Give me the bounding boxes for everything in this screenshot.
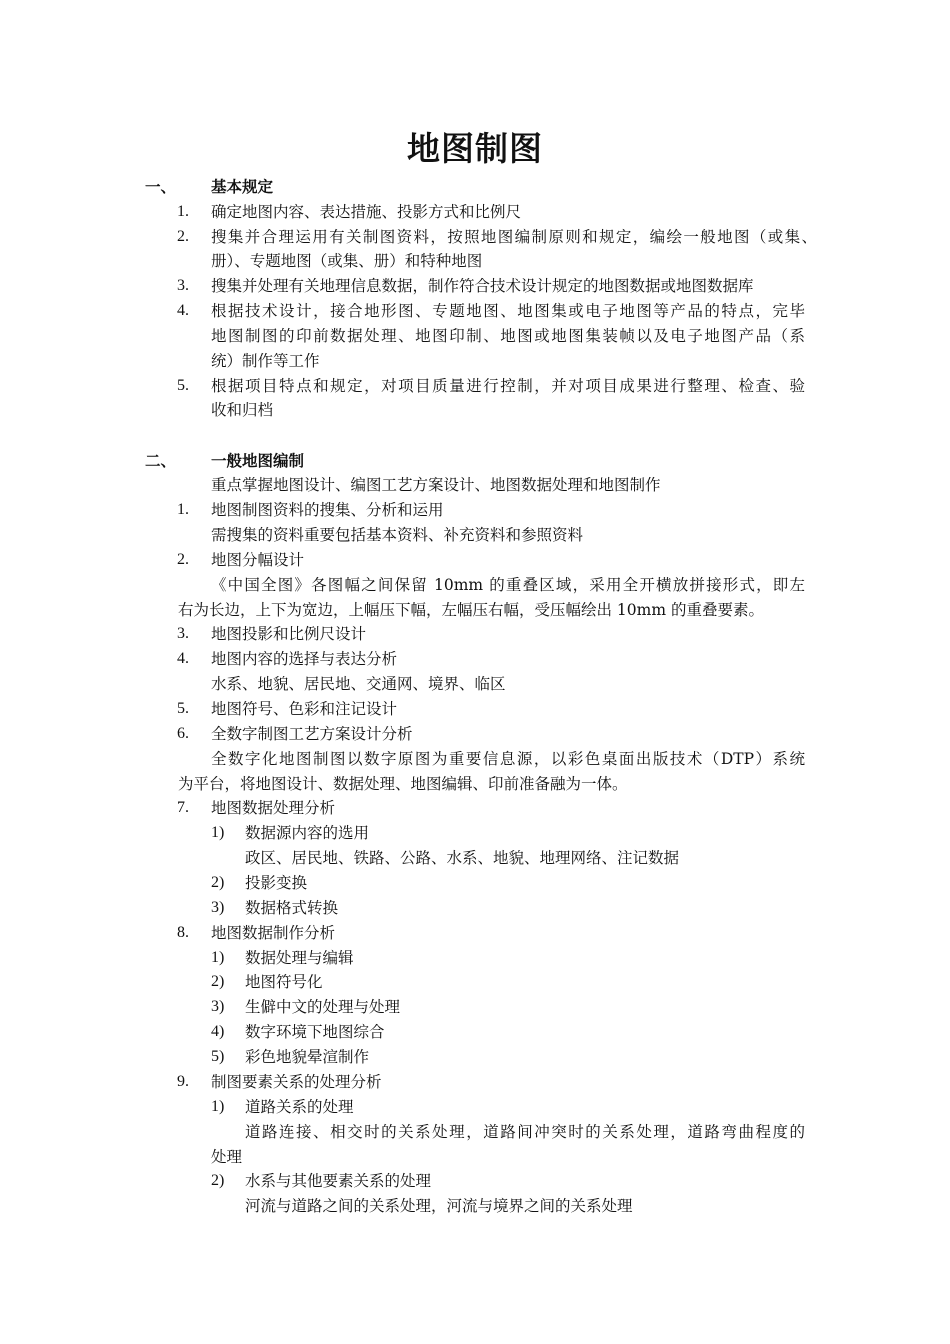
- s1-item5-number: 5.: [177, 377, 189, 394]
- s2-item9-sub1-number: 1): [211, 1098, 225, 1115]
- s1-item2-number: 2.: [177, 228, 189, 245]
- s2-item1-text: 地图制图资料的搜集、分析和运用: [211, 501, 444, 519]
- s2-item9-sub1-para-line1: 道路连接、相交时的关系处理，道路间冲突时的关系处理，道路弯曲程度的: [245, 1123, 805, 1141]
- s1-item3-number: 3.: [177, 277, 189, 294]
- s2-item8-sub1-number: 1): [211, 949, 225, 966]
- s2-item7-sub2-text: 投影变换: [245, 874, 308, 892]
- s2-item7-sub2-number: 2): [211, 874, 225, 891]
- s1-item4-number: 4.: [177, 302, 189, 319]
- s2-item6-para-line1: 全数字化地图制图以数字原图为重要信息源，以彩色桌面出版技术（DTP）系统: [211, 750, 805, 768]
- s2-item5-text: 地图符号、色彩和注记设计: [211, 700, 398, 718]
- s2-item5-number: 5.: [177, 700, 189, 717]
- s2-item4-number: 4.: [177, 650, 189, 667]
- s2-item7-sub3-text: 数据格式转换: [245, 899, 339, 917]
- s2-item8-sub4-number: 4): [211, 1023, 225, 1040]
- s2-item7-sub1-text: 数据源内容的选用: [245, 824, 370, 842]
- s2-item8-number: 8.: [177, 924, 189, 941]
- s2-item6-text: 全数字制图工艺方案设计分析: [211, 725, 413, 743]
- section1-heading: 基本规定: [211, 178, 274, 196]
- s2-item7-sub1-number: 1): [211, 824, 225, 841]
- s2-item6-para-line2: 为平台，将地图设计、数据处理、地图编辑、印前准备融为一体。: [178, 775, 628, 793]
- s2-item9-number: 9.: [177, 1073, 189, 1090]
- s2-item3-text: 地图投影和比例尺设计: [211, 625, 367, 643]
- s2-item8-sub1-text: 数据处理与编辑: [245, 949, 354, 967]
- s1-item4-text-line1: 根据技术设计，接合地形图、专题地图、地图集或电子地图等产品的特点，完毕: [211, 302, 805, 320]
- s2-item9-sub1-para-line2: 处理: [211, 1148, 243, 1166]
- s1-item5-text-line2: 收和归档: [211, 401, 274, 419]
- s2-item9-sub2-desc: 河流与道路之间的关系处理，河流与境界之间的关系处理: [245, 1197, 633, 1215]
- s1-item2-text-line2: 册）、专题地图（或集、册）和特种地图: [211, 252, 483, 270]
- s1-item4-text-line3: 统）制作等工作: [211, 352, 320, 370]
- s2-item2-text: 地图分幅设计: [211, 551, 305, 569]
- s2-item9-text: 制图要素关系的处理分析: [211, 1073, 382, 1091]
- section2-intro: 重点掌握地图设计、编图工艺方案设计、地图数据处理和地图制作: [211, 476, 661, 494]
- s2-item1-number: 1.: [177, 501, 189, 518]
- s2-item8-sub2-text: 地图符号化: [245, 973, 323, 991]
- section1-number: 一、: [145, 178, 177, 196]
- s2-item2-para-line1: 《中国全图》各图幅之间保留 10mm 的重叠区域，采用全开横放拼接形式，即左: [211, 576, 805, 594]
- s2-item7-text: 地图数据处理分析: [211, 799, 336, 817]
- s2-item8-text: 地图数据制作分析: [211, 924, 336, 942]
- s2-item8-sub3-number: 3): [211, 998, 225, 1015]
- s2-item1-desc: 需搜集的资料重要包括基本资料、补充资料和参照资料: [211, 526, 584, 544]
- s2-item6-number: 6.: [177, 725, 189, 742]
- s2-item8-sub5-text: 彩色地貌晕渲制作: [245, 1048, 370, 1066]
- section2-heading: 一般地图编制: [211, 452, 305, 470]
- s1-item1-text: 确定地图内容、表达措施、投影方式和比例尺: [211, 203, 522, 221]
- s2-item3-number: 3.: [177, 625, 189, 642]
- s1-item4-text-line2: 地图制图的印前数据处理、地图印制、地图或地图集装帧以及电子地图产品（系: [211, 327, 805, 345]
- s2-item2-para-line2: 右为长边，上下为宽边，上幅压下幅，左幅压右幅，受压幅绘出 10mm 的重叠要素。: [178, 601, 764, 619]
- s2-item9-sub1-text: 道路关系的处理: [245, 1098, 354, 1116]
- section2-number: 二、: [145, 452, 177, 470]
- s2-item9-sub2-text: 水系与其他要素关系的处理: [245, 1172, 432, 1190]
- s2-item7-sub1-desc: 政区、居民地、铁路、公路、水系、地貌、地理网络、注记数据: [245, 849, 680, 867]
- s1-item3-text: 搜集并处理有关地理信息数据，制作符合技术设计规定的地图数据或地图数据库: [211, 277, 754, 295]
- s2-item9-sub2-number: 2): [211, 1172, 225, 1189]
- s1-item5-text-line1: 根据项目特点和规定，对项目质量进行控制，并对项目成果进行整理、检查、验: [211, 377, 805, 395]
- s2-item8-sub3-text: 生僻中文的处理与处理: [245, 998, 401, 1016]
- s2-item4-desc: 水系、地貌、居民地、交通网、境界、临区: [211, 675, 506, 693]
- s2-item4-text: 地图内容的选择与表达分析: [211, 650, 398, 668]
- s2-item7-number: 7.: [177, 799, 189, 816]
- s1-item1-number: 1.: [177, 203, 189, 220]
- s1-item2-text-line1: 搜集并合理运用有关制图资料，按照地图编制原则和规定，编绘一般地图（或集、: [211, 228, 817, 246]
- s2-item8-sub2-number: 2): [211, 973, 225, 990]
- s2-item2-number: 2.: [177, 551, 189, 568]
- s2-item8-sub4-text: 数字环境下地图综合: [245, 1023, 385, 1041]
- s2-item8-sub5-number: 5): [211, 1048, 225, 1065]
- document-title: 地图制图: [407, 129, 543, 168]
- s2-item7-sub3-number: 3): [211, 899, 225, 916]
